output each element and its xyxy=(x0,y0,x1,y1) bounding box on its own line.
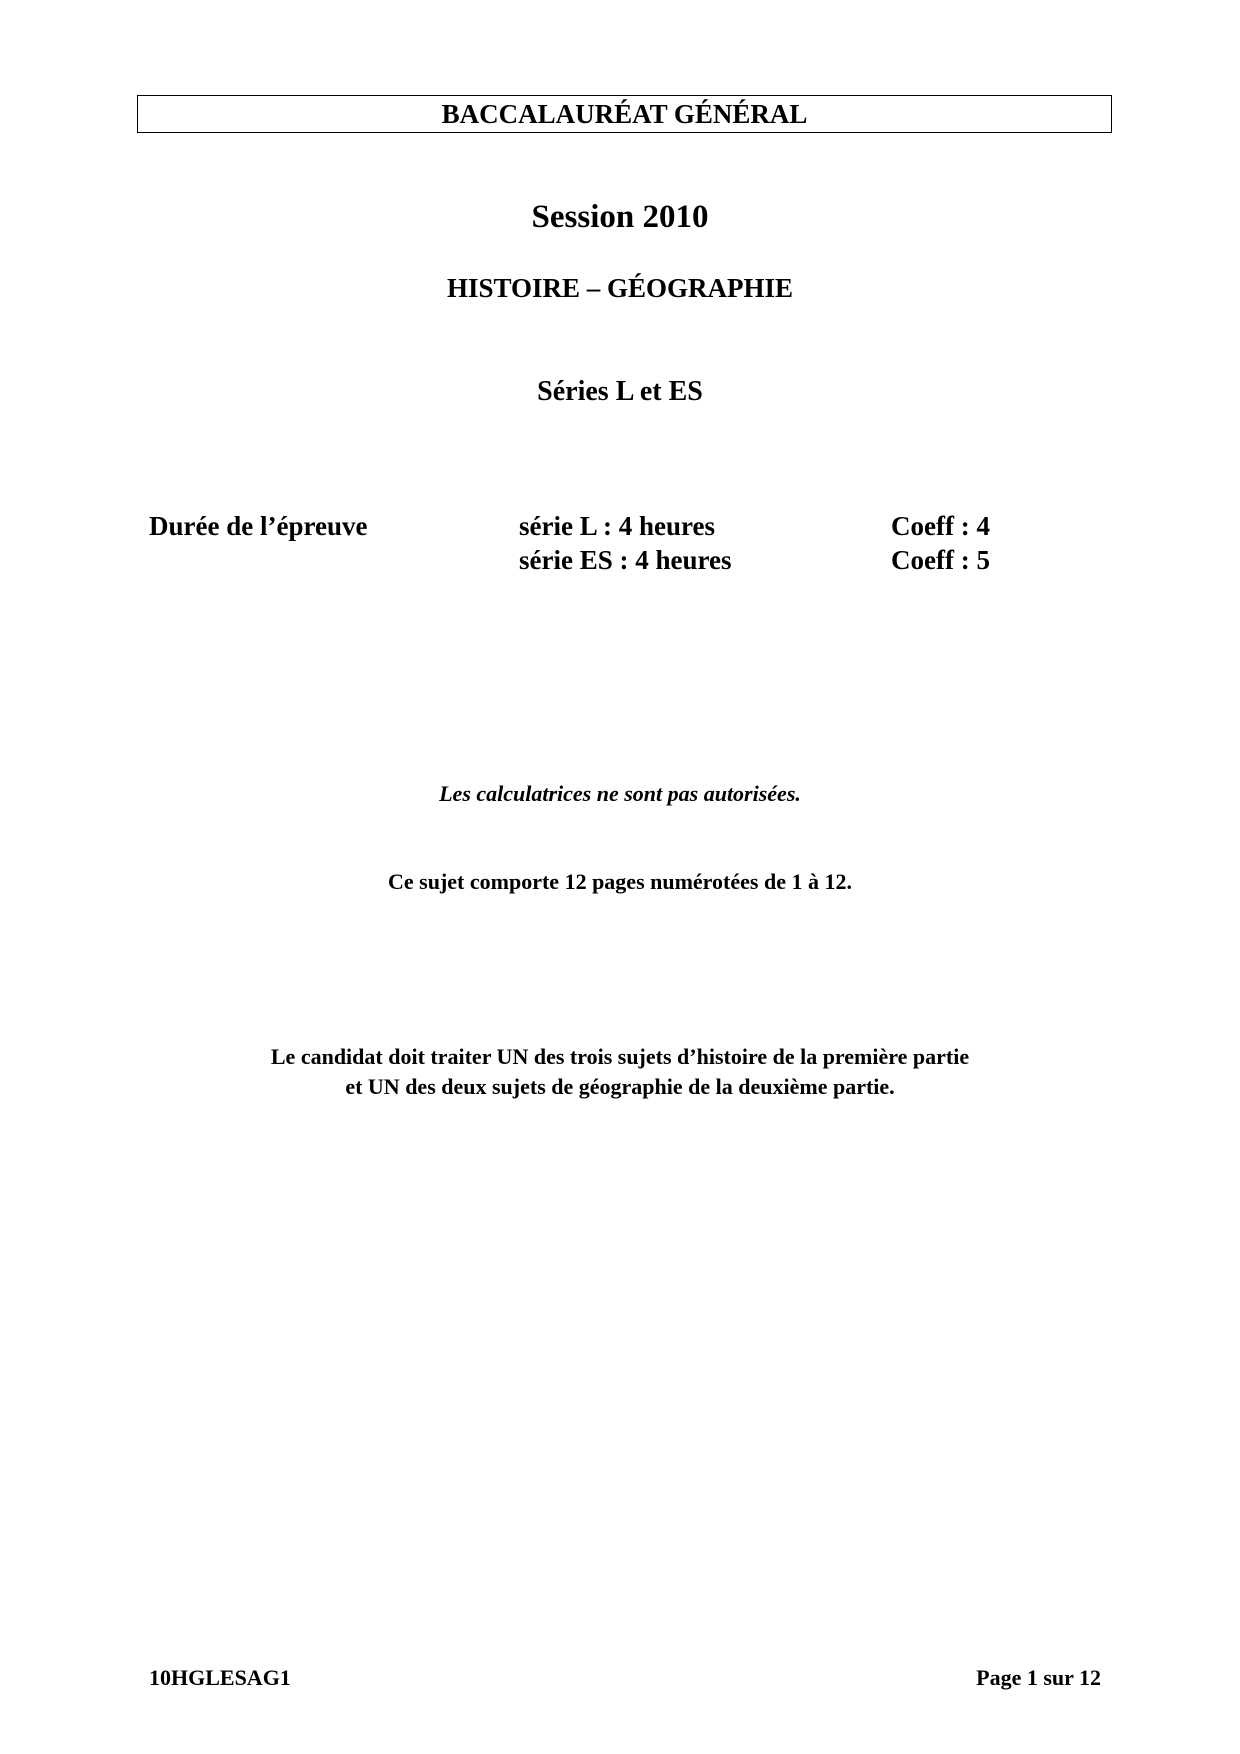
instruction-line-2: et UN des deux sujets de géographie de la deuxième partie. xyxy=(345,1074,895,1099)
footer-code: 10HGLESAG1 xyxy=(149,1665,291,1690)
footer-page-number: Page 1 sur 12 xyxy=(976,1665,1101,1690)
coeff-serie-l: Coeff : 4 xyxy=(891,511,990,541)
calculator-note: Les calculatrices ne sont pas autorisées. xyxy=(439,781,801,806)
subject-title: HISTOIRE – GÉOGRAPHIE xyxy=(446,273,794,303)
session-title: Session 2010 xyxy=(531,199,709,235)
duration-label: Durée de l’épreuve xyxy=(149,511,368,541)
coeff-serie-es: Coeff : 5 xyxy=(891,545,990,575)
page-count-note: Ce sujet comporte 12 pages numérotées de 1 à 12. xyxy=(388,869,852,894)
series-title: Séries L et ES xyxy=(537,376,703,407)
instruction-line-1: Le candidat doit traiter UN des trois sujets d’histoire de la première partie xyxy=(270,1044,970,1069)
duration-serie-l: série L : 4 heures xyxy=(519,511,715,541)
exam-title: BACCALAURÉAT GÉNÉRAL xyxy=(441,99,808,129)
exam-title-box xyxy=(137,95,1112,133)
duration-serie-es: série ES : 4 heures xyxy=(519,545,732,575)
